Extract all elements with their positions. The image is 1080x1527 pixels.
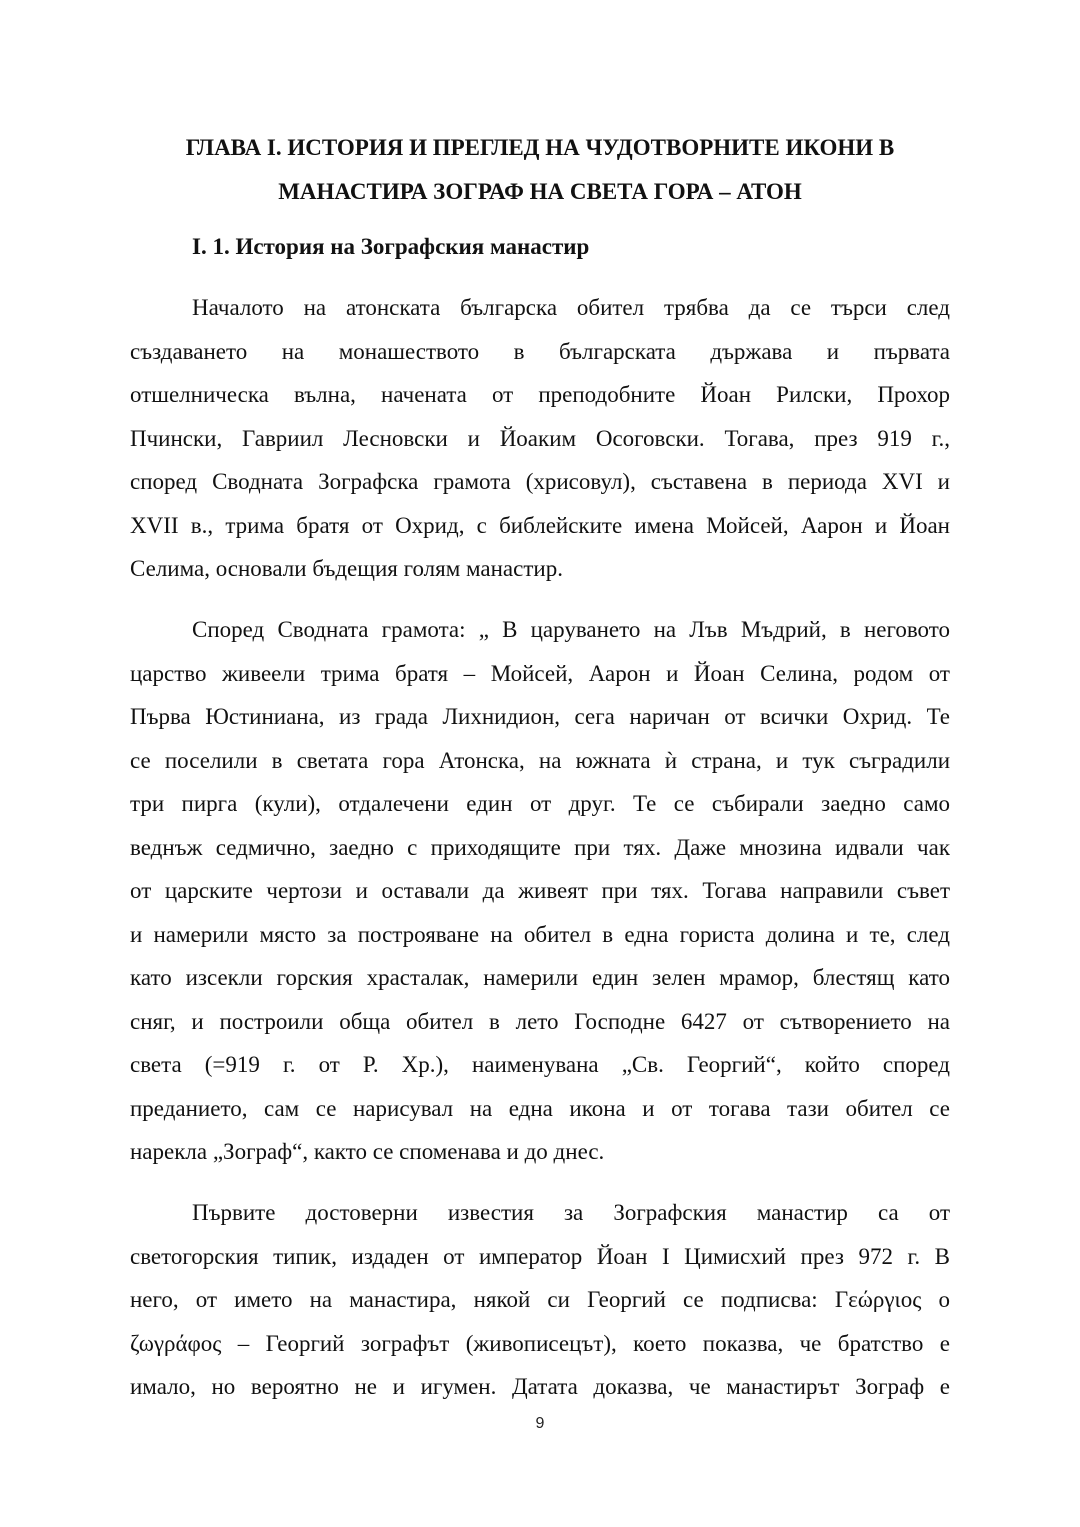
- text-line: царство живеели трима братя – Мойсей, Аарон и Йоан Селина, родом от: [130, 660, 950, 686]
- text-line: света (=919 г. от Р. Хр.), наименувана „Св. Георгий“, който според: [130, 1052, 950, 1077]
- text-line: Пчински, Гавриил Лесновски и Йоаким Осоговски. Тогава, през 919 г.,: [130, 425, 950, 451]
- text-line: като изсекли горския храсталак, намерили един зелен мрамор, блестящ като: [130, 965, 950, 990]
- text-line: него, от името на манастира, някой си Георгий се подписва: Γεώργιος ο: [130, 1287, 950, 1312]
- paragraph-2: [130, 608, 950, 1174]
- text-line: Според Сводната грамота: „ В царуването на Лъв Мъдрий, в неговото: [192, 617, 950, 642]
- text-line: веднъж седмично, заедно с приходящите при тях. Даже мнозина идвали чак: [130, 834, 950, 860]
- chapter-title-line-2: МАНАСТИРА ЗОГРАФ НА СВЕТА ГОРА – АТОН: [278, 179, 802, 204]
- text-line: светогорския типик, издаден от император Йоан I Цимисхий през 972 г. В: [130, 1243, 950, 1269]
- chapter-title: [130, 126, 950, 214]
- text-line: нарекла „Зограф“, както се споменава и до днес.: [130, 1139, 605, 1164]
- text-line: XVII в., трима братя от Охрид, с библейските имена Мойсей, Аарон и Йоан: [130, 512, 950, 538]
- text-line: Началото на атонската българска обител трябва да се търси след: [192, 295, 950, 320]
- text-line: създаването на монашеството в българската държава и първата: [130, 338, 950, 364]
- text-line: Селима, основали бъдещия голям манастир.: [130, 556, 563, 581]
- text-line: се поселили в светата гора Атонска, на южната ѝ страна, и тук съградили: [130, 747, 950, 773]
- text-line: Първите достоверни известия за Зографския манастир са от: [192, 1200, 950, 1225]
- chapter-title-line-1: ГЛАВА I. ИСТОРИЯ И ПРЕГЛЕД НА ЧУДОТВОРНИТЕ ИКОНИ В: [185, 135, 895, 160]
- text-line: ζωγράφος – Георгий зографът (живописецът), което показва, че братство е: [130, 1330, 950, 1356]
- text-line: отшелническа вълна, начената от преподобните Йоан Рилски, Прохор: [130, 382, 950, 407]
- text-line: и намерили място за построяване на обител в една гориста долина и те, след: [130, 921, 950, 947]
- text-line: Първа Юстиниана, из града Лихнидион, сега наричан от всички Охрид. Те: [130, 704, 950, 729]
- text-line: три пирга (кули), отдалечени един от друг. Те се събирали заедно само: [130, 791, 950, 816]
- text-line: сняг, и построили обща обител в лето Господне 6427 от сътворението на: [130, 1008, 950, 1034]
- section-heading: I. 1. История на Зографския манастир: [192, 234, 590, 259]
- text-line: преданието, сам се нарисувал на една икона и от тогава тази обител се: [130, 1095, 950, 1121]
- page-number: 9: [535, 1415, 545, 1432]
- text-line: от царските чертози и оставали да живеят при тях. Тогава направили съвет: [130, 878, 950, 903]
- paragraph-1: [130, 286, 950, 591]
- paragraph-3: [130, 1191, 950, 1409]
- text-line: според Сводната Зографска грамота (хрисовул), съставена в периода XVI и: [130, 469, 950, 494]
- text-line: имало, но вероятно не и игумен. Датата доказва, че манастирът Зограф е: [130, 1374, 950, 1399]
